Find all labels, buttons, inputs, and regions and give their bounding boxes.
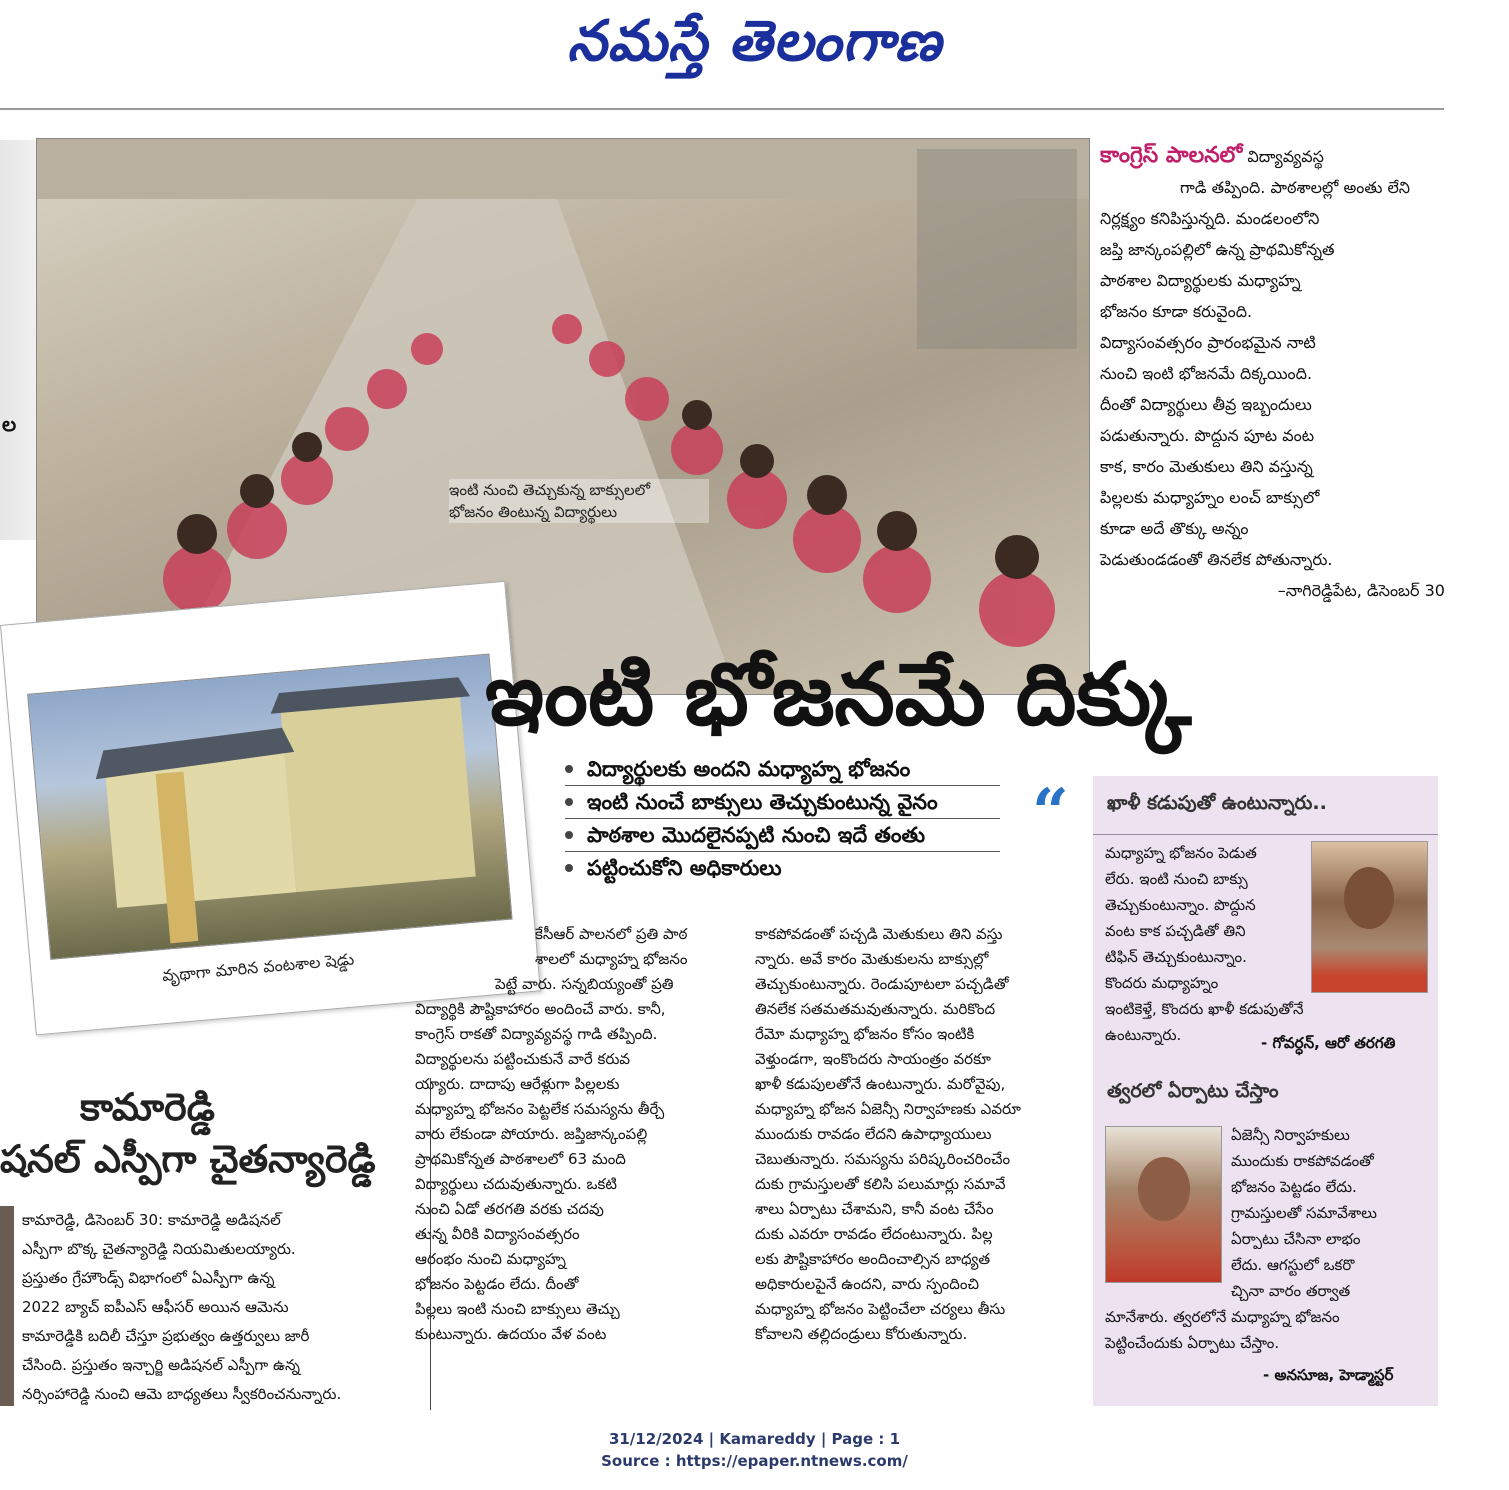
bullet-text: ఇంటి నుంచే బాక్సులు తెచ్చుకుంటున్న వైనం [587, 790, 938, 814]
bottom-left-text [22, 1206, 422, 1409]
bottom-left-line: ఎస్పీగా బొక్క చైతన్యారెడ్డి నియమితులయ్యారు. [22, 1240, 296, 1258]
bottom-left-line: ప్రస్తుతం గ్రేహౌండ్స్ విభాగంలో ఏఎస్పీగా ఉన్న [22, 1269, 275, 1287]
main-photo-caption [449, 479, 709, 523]
side2-heading: త్వరలో ఏర్పాటు చేస్తాం [1107, 1080, 1279, 1102]
bottom-left-line: కామారెడ్డికి బదిలీ చేస్తూ ప్రభుత్వం ఉత్తర్వులు జారీ [22, 1327, 310, 1345]
side1-line: తెచ్చుకుంటున్నాం. పొద్దున [1105, 896, 1256, 914]
student-portrait-face [1344, 867, 1394, 929]
intro-line-4: పాఠశాల విద్యార్థులకు మధ్యాహ్న [1100, 271, 1301, 290]
headline: ఇంటి భోజనమే దిక్కు [485, 644, 1192, 745]
side1-line: ఉంటున్నారు. [1105, 1026, 1182, 1044]
bullet-text: విద్యార్థులకు అందని మధ్యాహ్న భోజనం [587, 757, 911, 781]
body-column-2 [755, 922, 1067, 1347]
side2-line: ఏజెన్సీ నిర్వాహకులు [1231, 1126, 1350, 1144]
side2-line: చ్చినా వారం తర్వాత [1231, 1282, 1351, 1300]
intro-line-8: దీంతో విద్యార్థులు తీవ్ర ఇబ్బందులు [1100, 395, 1312, 414]
headmaster-portrait-face [1138, 1157, 1190, 1221]
body-col2-line: కోవాలని తల్లిదండ్రులు కోరుతున్నారు. [755, 1325, 968, 1343]
intro-line-2: నిర్లక్ష్యం కనిపిస్తున్నది. మండలంలోని [1100, 209, 1320, 228]
body-col1-line: విద్యార్థులు చదువుతున్నారు. ఒకటి [415, 1175, 617, 1193]
body-col2-line: మధ్యాహ్న భోజన ఏజెన్సీ నిర్వాహణకు ఎవరూ [755, 1100, 1021, 1118]
shed-photo-caption: వృథాగా మారిన వంటశాల షెడ్డు [161, 949, 355, 986]
body-col1-line: తున్న వీరికి విద్యాసంవత్సరం [415, 1225, 580, 1243]
bottom-left-photo-strip [0, 1206, 14, 1406]
body-col1-line: పెట్టే వారు. సన్నబియ్యంతో ప్రతి [495, 975, 674, 993]
intro-lead: కాంగ్రెస్ పాలనలో [1100, 143, 1243, 168]
bottom-left-line: కామారెడ్డి, డిసెంబర్ 30: కామారెడ్డి అడిషనల్ [22, 1211, 281, 1229]
body-col2-line: మధ్యాహ్న భోజనం పెట్టించేలా చర్యలు తీసు [755, 1300, 1006, 1318]
bottom-left-line: నర్సింహారెడ్డి నుంచి ఆమె బాధ్యతలు స్వీకరించనున్నారు. [22, 1385, 342, 1403]
body-col1-line: మధ్యాహ్న భోజనం పెట్టలేక సమస్యను తీర్చే [415, 1100, 665, 1118]
left-strip-text: ల [2, 412, 17, 436]
footer-date-line: 31/12/2024 | Kamareddy | Page : 1 [608, 1430, 901, 1448]
main-photo-caption-line1: ఇంటి నుంచి తెచ్చుకున్న బాక్సులలో [449, 481, 651, 499]
intro-line-13: పెడుతుండడంతో తినలేక పోతున్నారు. [1100, 550, 1333, 569]
side2-signature: - అనసూజ, హెడ్మాస్టర్ [1263, 1366, 1394, 1384]
body-col2-line: చెబుతున్నారు. సమస్యను పరిష్కరించరించేం [755, 1150, 1011, 1168]
bottom-left-line: చేసింది. ప్రస్తుతం ఇన్చార్జి అడిషనల్ ఎస్పీగా ఉన్న [22, 1356, 300, 1374]
side2-line: లేదు. ఆగస్టులో ఒకరొ [1231, 1256, 1355, 1274]
intro-dateline: –నాగిరెడ్డిపేట, డిసెంబర్ 30 [1277, 581, 1445, 600]
bullet-item [565, 819, 1000, 852]
shed-photo [27, 653, 513, 959]
bottom-left-item [0, 1078, 431, 1410]
body-col1-line: ఆరంభం నుంచి మధ్యాహ్న [415, 1250, 567, 1268]
body-column-1 [415, 922, 740, 1347]
bullet-dot-icon [565, 864, 573, 872]
side2-text-wide [1105, 1304, 1425, 1356]
bullet-text: పట్టించుకోని అధికారులు [587, 856, 782, 880]
side-divider [1093, 834, 1438, 835]
side1-text [1105, 840, 1305, 996]
footer-source-line: Source : https://epaper.ntnews.com/ [601, 1452, 908, 1470]
intro-paragraph [1100, 140, 1445, 606]
body-col1-line: విద్యార్థికి పౌష్టికాహారం అందించే వారు. కానీ, [415, 1000, 666, 1018]
body-col1-line: పిల్లలు ఇంటి నుంచి బాక్సులు తెచ్చు [415, 1300, 620, 1318]
side2-line: మానేశారు. త్వరలోనే మధ్యాహ్న భోజనం [1105, 1308, 1340, 1326]
side2-line: గ్రామస్తులతో సమావేశాలు [1231, 1204, 1377, 1222]
body-col1-line: య్యారు. దాదాపు ఆరేళ్లుగా పిల్లలకు [415, 1075, 620, 1093]
bullet-dot-icon [565, 765, 573, 773]
bullet-dot-icon [565, 798, 573, 806]
side1-heading: ఖాళీ కడుపుతో ఉంటున్నారు.. [1107, 792, 1327, 814]
shed-photo-illustration [28, 655, 511, 959]
intro-line-10: కాక, కారం మెతుకులు తిని వస్తున్న [1100, 457, 1313, 476]
intro-line-7: నుంచి ఇంటి భోజనమే దిక్కయింది. [1100, 364, 1313, 383]
side2-line: భోజనం పెట్టడం లేదు. [1231, 1178, 1357, 1196]
side2-line: ఏర్పాటు చేసినా లాభం [1231, 1230, 1361, 1248]
body-col2-line: దుకు ఎవరూ రావడం లేదంటున్నారు. పిల్ల [755, 1225, 993, 1243]
bullet-dot-icon [565, 831, 573, 839]
body-col2-line: కాకపోవడంతో పచ్చడి మెతుకులు తిని వస్తు [755, 925, 1003, 943]
body-col2-line: ముందుకు రావడం లేదని ఉపాధ్యాయులు [755, 1125, 992, 1143]
bottom-left-head2: షనల్ ఎస్పీగా చైతన్యారెడ్డి [0, 1136, 376, 1181]
side2-line: ముందుకు రాకపోవడంతో [1231, 1152, 1374, 1170]
side1-line: వంట కాక పచ్చడితో తిని [1105, 922, 1246, 940]
body-col2-line: ఖాళీ కడుపులతోనే ఉంటున్నారు. మరోవైపు, [755, 1075, 1006, 1093]
side1-signature: - గోవర్ధన్, ఆరో తరగతి [1261, 1034, 1396, 1052]
body-col2-line: న్నారు. అవే కారం మెతుకులను బాక్సుల్లో [755, 950, 989, 968]
body-col1-line: విద్యార్థులను పట్టించుకునే వారే కరువ [415, 1050, 631, 1068]
body-col2-line: దుకు గ్రామస్తులతో కలిసి పలుమార్లు సమావే [755, 1175, 1006, 1193]
body-col1-line: శాలలో మధ్యాహ్న భోజనం [535, 950, 688, 968]
body-col1-line: కుంటున్నారు. ఉదయం వేళ వంట [415, 1325, 607, 1343]
body-col2-line: తెచ్చుకుంటున్నారు. రెండుపూటలా పచ్చడితో [755, 975, 1009, 993]
bullet-item [565, 753, 1000, 786]
intro-line-3: జప్తి జాన్కంపల్లిలో ఉన్న ప్రాథమికోన్నత [1100, 240, 1335, 259]
main-photo-caption-line2: భోజనం తింటున్న విద్యార్థులు [449, 503, 618, 521]
body-col1-line: కాంగ్రెస్ రాకతో విద్యావ్యవస్థ గాడి తప్పింది. [415, 1025, 658, 1043]
side1-line: మధ్యాహ్న భోజనం పెడుత [1105, 844, 1257, 862]
intro-line-1: గాడి తప్పింది. పాఠశాలల్లో అంతు లేని [1180, 178, 1411, 197]
bottom-left-line: 2022 బ్యాచ్ ఐపీఎస్ ఆఫీసర్ అయిన ఆమెను [22, 1298, 289, 1316]
side1-line: లేరు. ఇంటి నుంచి బాక్సు [1105, 870, 1248, 888]
bottom-left-head1: కామారెడ్డి [80, 1084, 215, 1129]
side1-line: టిఫిన్ తెచ్చుకుంటున్నాం. [1105, 948, 1247, 966]
body-col1-line: ప్రాథమికోన్నత పాఠశాలలో 63 మంది [415, 1150, 626, 1168]
side2-line: పెట్టించేందుకు ఏర్పాటు చేస్తాం. [1105, 1334, 1280, 1352]
headmaster-portrait [1105, 1126, 1222, 1283]
body-col2-line: లకు పౌష్టికాహారం అందించాల్సిన బాధ్యత [755, 1250, 991, 1268]
body-col2-line: రేమో మధ్యాహ్న భోజనం కోసం ఇంటికి [755, 1025, 975, 1043]
body-col2-line: వెళ్తుండగా, ఇంకొందరు సాయంత్రం వరకూ [755, 1050, 991, 1068]
bullet-text: పాఠశాల మొదలైనప్పటి నుంచి ఇదే తంతు [587, 823, 926, 847]
side2-text [1231, 1122, 1427, 1304]
body-col1-line: నుంచి ఏడో తరగతి వరకు చదవు [415, 1200, 604, 1218]
body-col1-line: వారు లేకుండా పోయారు. జప్తిజాన్కంపల్లి [415, 1125, 648, 1143]
body-col2-line: అధికారులపైనే ఉందని, వారు స్పందించి [755, 1275, 979, 1293]
masthead: నమస్తే తెలంగాణ [567, 8, 942, 74]
intro-line-12: కూడా అదే తొక్కు అన్నం [1100, 519, 1249, 538]
body-col1-line: భోజనం పెట్టడం లేదు. దీంతో [415, 1275, 579, 1293]
bullet-item [565, 852, 1000, 884]
bullet-list [565, 753, 1000, 884]
intro-line-5: భోజనం కూడా కరువైంది. [1100, 302, 1253, 321]
masthead-rule [0, 108, 1444, 110]
intro-line-11: పిల్లలకు మధ్యాహ్నం లంచ్ బాక్సులో [1100, 488, 1320, 507]
body-col2-line: శాలు ఏర్పాటు చేశామని, కానీ వంట చేసేం [755, 1200, 994, 1218]
student-portrait [1311, 841, 1428, 993]
quote-mark-icon: “ [1032, 775, 1069, 850]
intro-line-6: విద్యాసంవత్సరం ప్రారంభమైన నాటి [1100, 333, 1316, 352]
bullet-item [565, 786, 1000, 819]
intro-line-0: విద్యావ్యవస్థ [1247, 147, 1324, 166]
side1-line: ఇంటికెళ్తే, కొందరు ఖాళీ కడుపుతోనే [1105, 1000, 1304, 1018]
side1-line: కొందరు మధ్యాహ్నం [1105, 974, 1219, 992]
quotes-sidebar [1093, 776, 1438, 1406]
body-col2-line: తినలేక సతమతమవుతున్నారు. మరికొంద [755, 1000, 996, 1018]
body-col1-line: కేసీఆర్ పాలనలో ప్రతి పాఠ [535, 925, 688, 943]
intro-line-9: పడుతున్నారు. పొద్దున పూట వంట [1100, 426, 1315, 445]
